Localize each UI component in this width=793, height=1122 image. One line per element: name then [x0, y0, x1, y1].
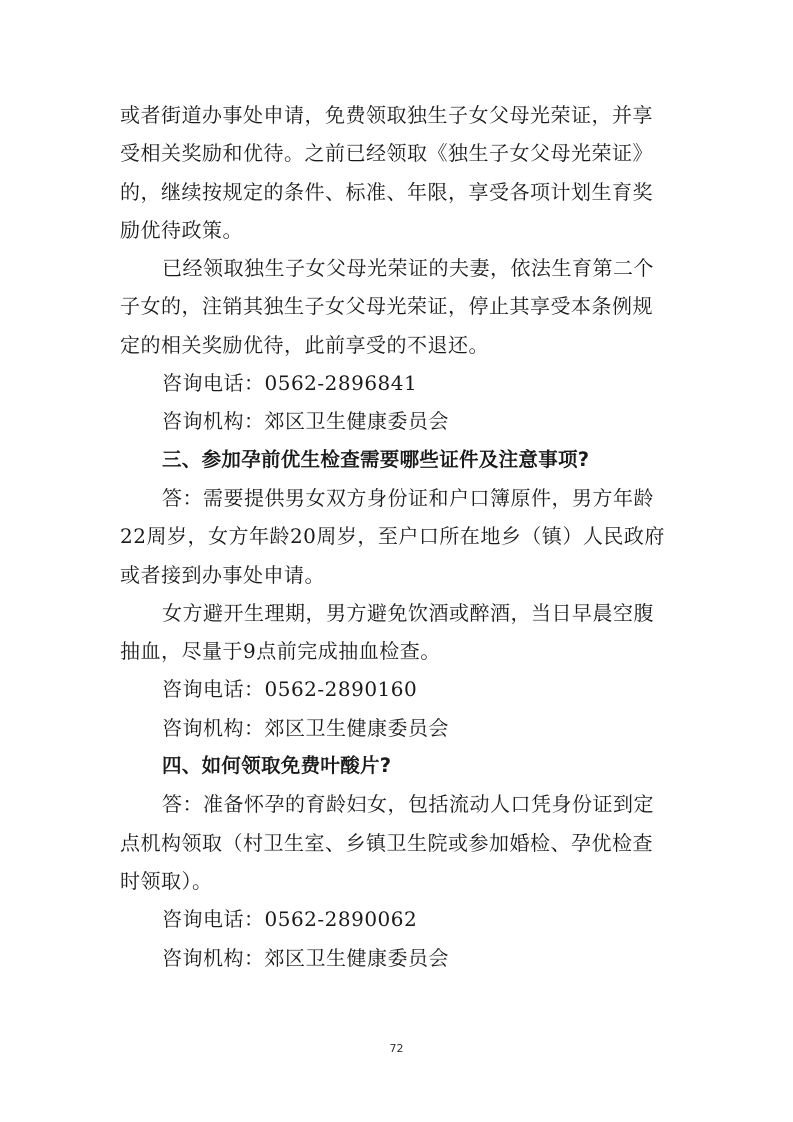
- consult-agency-2: 咨询机构：郊区卫生健康委员会: [162, 715, 449, 740]
- paragraph-prepregnancy-documents: 答：需要提供男女双方身份证和户口簿原件，男方年龄 22周岁，女方年龄20周岁，至户口所在地乡（镇）人民政府 或者接到办事处申请。: [120, 485, 665, 587]
- page-number: 72: [389, 1042, 404, 1055]
- consult-agency-3: 咨询机构：郊区卫生健康委员会: [162, 945, 449, 970]
- consult-phone-3: 咨询电话：0562-2890062: [162, 907, 418, 932]
- paragraph-certificate-application: 或者街道办事处申请，免费领取独生子女父母光荣证，并享 受相关奖励和优待。之前已经领取《独生子女父母光荣证》 的，继续按规定的条件、标准、年限，享受各项计划生育奖 励优待政策。: [120, 103, 653, 242]
- consult-agency-1: 咨询机构：郊区卫生健康委员会: [162, 409, 449, 434]
- consult-phone-2: 咨询电话：0562-2890160: [162, 677, 418, 702]
- paragraph-folic-acid: 答：准备怀孕的育龄妇女，包括流动人口凭身份证到定 点机构领取（村卫生室、乡镇卫生院或参加婚检、孕优检查 时领取）。: [120, 792, 654, 893]
- section-heading-3: 三、参加孕前优生检查需要哪些证件及注意事项?: [162, 447, 590, 471]
- consult-phone-1: 咨询电话：0562-2896841: [162, 371, 418, 396]
- paragraph-prepregnancy-notes: 女方避开生理期，男方避免饮酒或醉酒，当日早晨空腹 抽血，尽量于9点前完成抽血检查。: [120, 600, 654, 664]
- section-heading-4: 四、如何领取免费叶酸片?: [162, 754, 392, 778]
- document-body: [120, 96, 680, 977]
- paragraph-certificate-cancellation: 已经领取独生子女父母光荣证的夫妻，依法生育第二个 子女的，注销其独生子女父母光荣证，停止其享受本条例规 定的相关奖励优待，此前享受的不退还。: [120, 256, 654, 357]
